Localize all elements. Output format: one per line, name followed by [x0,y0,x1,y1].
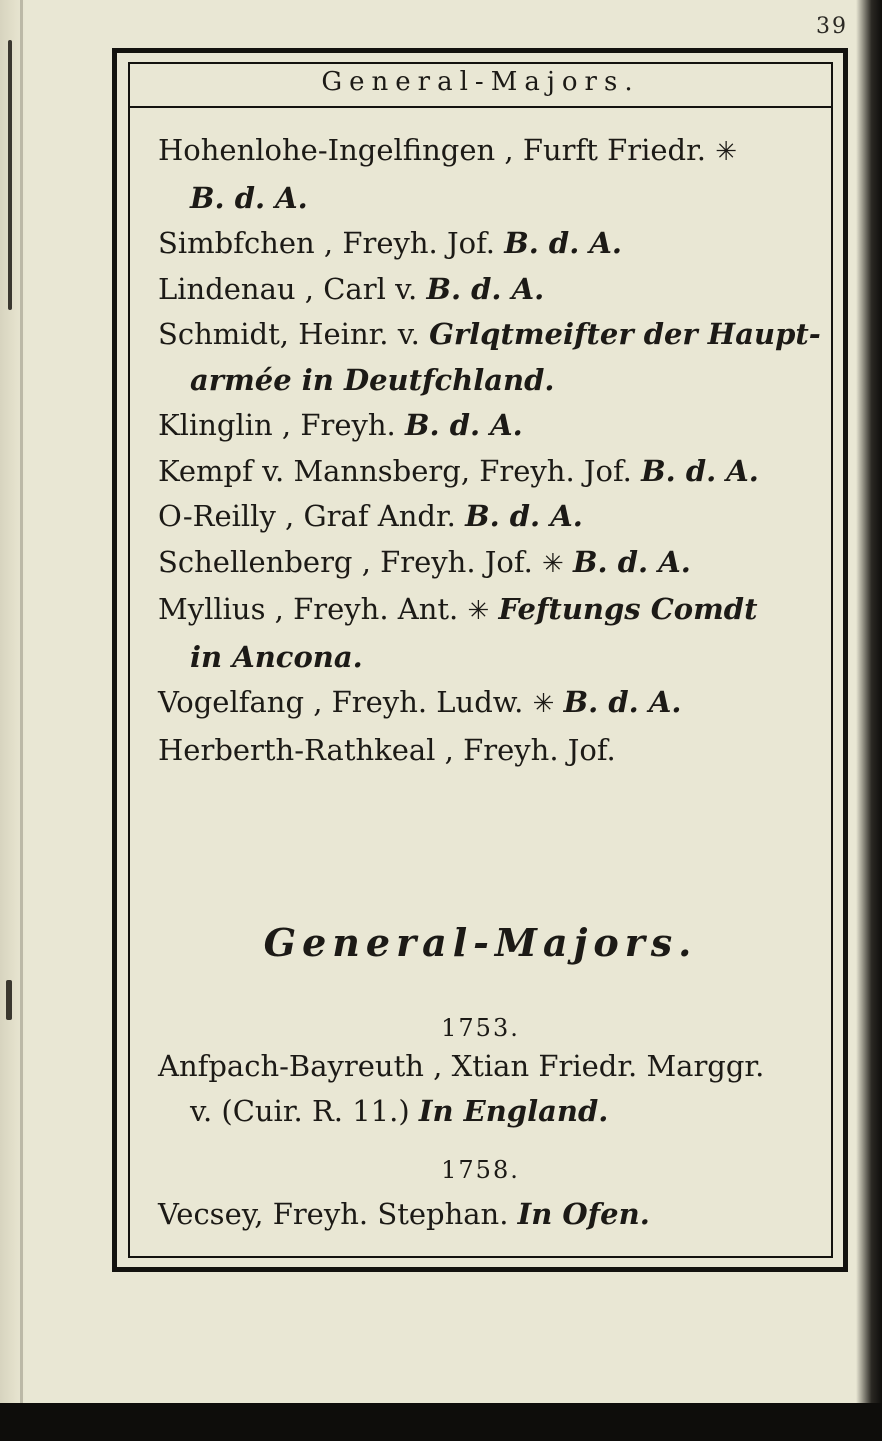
entry-continuation-line [158,1089,818,1134]
entry-text [554,685,563,719]
running-header-title: General-Majors. [321,67,640,97]
entry-text: Schellenberg , Freyh. Jof. [158,544,543,579]
entry-note: B. d. A. [573,544,691,579]
entry-note: in Ancona. [190,639,363,674]
entry-continuation-line [158,176,818,222]
order-star-icon: ✳ [467,596,490,626]
officer-entry [158,221,818,267]
entry-line [158,312,821,358]
entry-continuation-line [158,635,818,681]
entry-note: B. d. A. [190,180,308,215]
entry-line [158,1192,818,1237]
entry-line [158,449,818,495]
section-title: General-Majors. [263,920,698,965]
entry-note: B. d. A. [563,685,682,719]
entry-text: v. (Cuir. R. 11.) [190,1094,419,1128]
gutter-mark [8,40,12,310]
entry-note: In Ofen. [517,1197,650,1231]
year-entries [158,1192,818,1237]
year-entries [158,1044,818,1134]
entry-line [158,587,818,635]
entry-text [564,545,573,579]
entry-note: B. d. A. [504,226,622,260]
entry-line [158,267,818,313]
year-heading: 1758. [441,1156,520,1184]
officer-entry [158,403,818,449]
scan-bottom-band [0,1403,882,1441]
entry-line [158,403,818,449]
order-star-icon: ✳ [715,137,738,167]
officer-entry [158,267,818,313]
entry-line [158,494,818,540]
officer-entry [158,680,818,728]
entry-note: B. d. A. [404,408,523,442]
gutter-mark [6,980,12,1020]
entry-line [158,680,818,728]
entry-text: Vecsey, Freyh. Stephan. [158,1197,518,1231]
officer-entry [158,540,818,588]
entry-note: armée in Deutfchland. [190,362,555,397]
entry-note: Feftungs Comdt [498,592,758,626]
officer-entry [158,728,818,774]
entry-text: Hohenlohe-Ingelfingen , Furft Friedr. [158,133,716,167]
officer-entry [158,494,818,540]
year-heading: 1753. [441,1014,520,1042]
entry-text: O-Reilly , Graf Andr. [158,499,466,533]
page-edge-shadow [856,0,882,1441]
entry-note: B. d. A. [426,271,545,306]
officer-entry [158,312,821,403]
entry-text: Schmidt, Heinr. v. [158,317,430,351]
entry-text: Klinglin , Freyh. [158,408,405,442]
entry-text: Lindenau , Carl v. [158,271,427,306]
entry-note: B. d. A. [465,499,583,533]
entry-line [158,1044,818,1089]
officer-list [158,128,821,773]
entry-text: Myllius , Freyh. Ant. [158,592,468,626]
officer-entry [158,128,818,221]
gutter-shadow [20,0,23,1441]
entry-text: Herberth-Rathkeal , Freyh. Jof. [158,732,616,767]
entry-line [158,221,818,267]
entry-text: Kempf v. Mannsberg, Freyh. Jof. [158,453,642,488]
order-star-icon: ✳ [542,548,564,579]
entry-note: Grlqtmeifter der Haupt- [429,317,821,351]
entry-text: Simbfchen , Freyh. Jof. [158,226,505,260]
entry-text [489,592,498,626]
order-star-icon: ✳ [532,689,555,719]
entry-line [158,540,818,588]
entry-line [158,728,818,774]
entry-text: Anfpach-Bayreuth , Xtian Friedr. Marggr. [158,1049,765,1083]
entry-note: In England. [418,1094,609,1128]
heading-rule [130,106,831,108]
officer-entry [158,587,818,680]
entry-text: Vogelfang , Freyh. Ludw. [158,685,533,719]
entry-note: B. d. A. [641,453,759,488]
officer-entry [158,449,818,495]
page-number: 39 [816,14,848,39]
entry-line [158,128,818,176]
entry-continuation-line [158,358,818,404]
